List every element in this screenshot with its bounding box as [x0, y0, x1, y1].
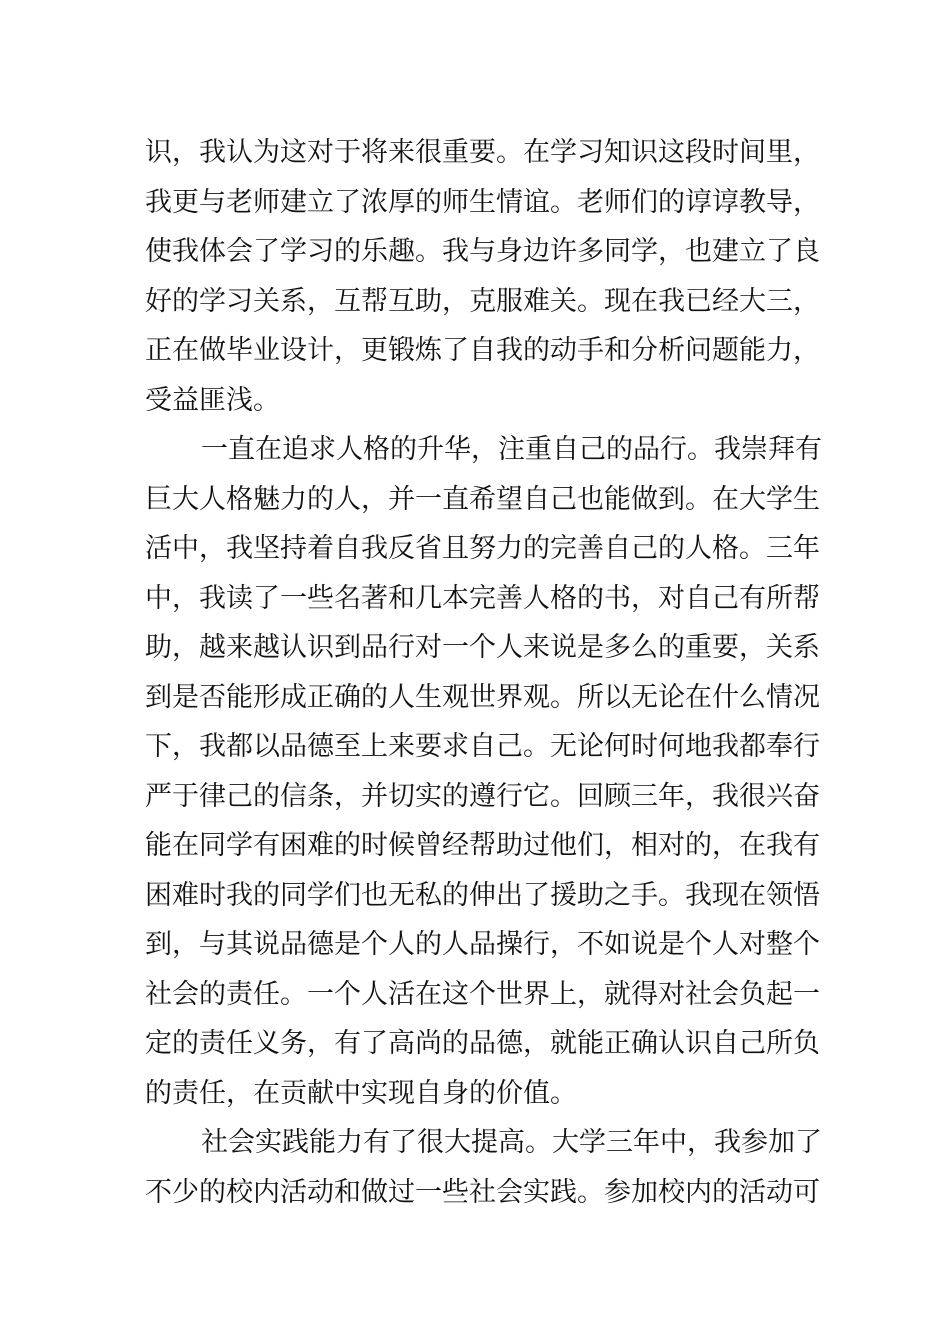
- text-line: 到是否能形成正确的人生观世界观。所以无论在什么情况: [145, 681, 820, 713]
- text-line: 正在做毕业设计，更锻炼了自我的动手和分析问题能力，: [145, 335, 820, 366]
- paragraph: [145, 425, 822, 1118]
- text-line: 一直在追求人格的升华，注重自己的品行。我崇拜有: [201, 434, 822, 465]
- text-line: 社会实践能力有了很大提高。大学三年中，我参加了: [201, 1127, 822, 1158]
- text-line: 巨大人格魅力的人，并一直希望自己也能做到。在大学生: [145, 483, 820, 515]
- text-line: 识，我认为这对于将来很重要。在学习知识这段时间里，: [145, 137, 820, 168]
- text-line: 不少的校内活动和做过一些社会实践。参加校内的活动可: [145, 1176, 820, 1208]
- text-line: 好的学习关系，互帮互助，克服难关。现在我已经大三，: [145, 285, 820, 317]
- paragraph: [145, 128, 820, 425]
- text-line: 定的责任义务，有了高尚的品德，就能正确认识自己所负: [145, 1028, 820, 1059]
- text-line: 能在同学有困难的时候曾经帮助过他们，相对的，在我有: [145, 830, 820, 861]
- text-line: 我更与老师建立了浓厚的师生情谊。老师们的谆谆教导，: [145, 186, 820, 218]
- text-line: 受益匪浅。: [145, 384, 280, 416]
- text-line: 的责任，在贡献中实现自身的价值。: [145, 1077, 577, 1109]
- text-line: 使我体会了学习的乐趣。我与身边许多同学，也建立了良: [145, 236, 820, 267]
- text-line: 下，我都以品德至上来要求自己。无论何时何地我都奉行: [145, 731, 820, 762]
- document-body: [145, 128, 822, 1217]
- paragraph: [145, 1118, 822, 1217]
- text-line: 到，与其说品德是个人的人品操行，不如说是个人对整个: [145, 929, 820, 960]
- text-line: 中，我读了一些名著和几本完善人格的书，对自己有所帮: [145, 582, 820, 614]
- text-line: 社会的责任。一个人活在这个世界上，就得对社会负起一: [145, 978, 820, 1010]
- text-line: 严于律己的信条，并切实的遵行它。回顾三年，我很兴奋: [145, 780, 820, 812]
- text-line: 活中，我坚持着自我反省且努力的完善自己的人格。三年: [145, 533, 820, 564]
- text-line: 助，越来越认识到品行对一个人来说是多么的重要，关系: [145, 632, 820, 663]
- text-line: 困难时我的同学们也无私的伸出了援助之手。我现在领悟: [145, 879, 820, 911]
